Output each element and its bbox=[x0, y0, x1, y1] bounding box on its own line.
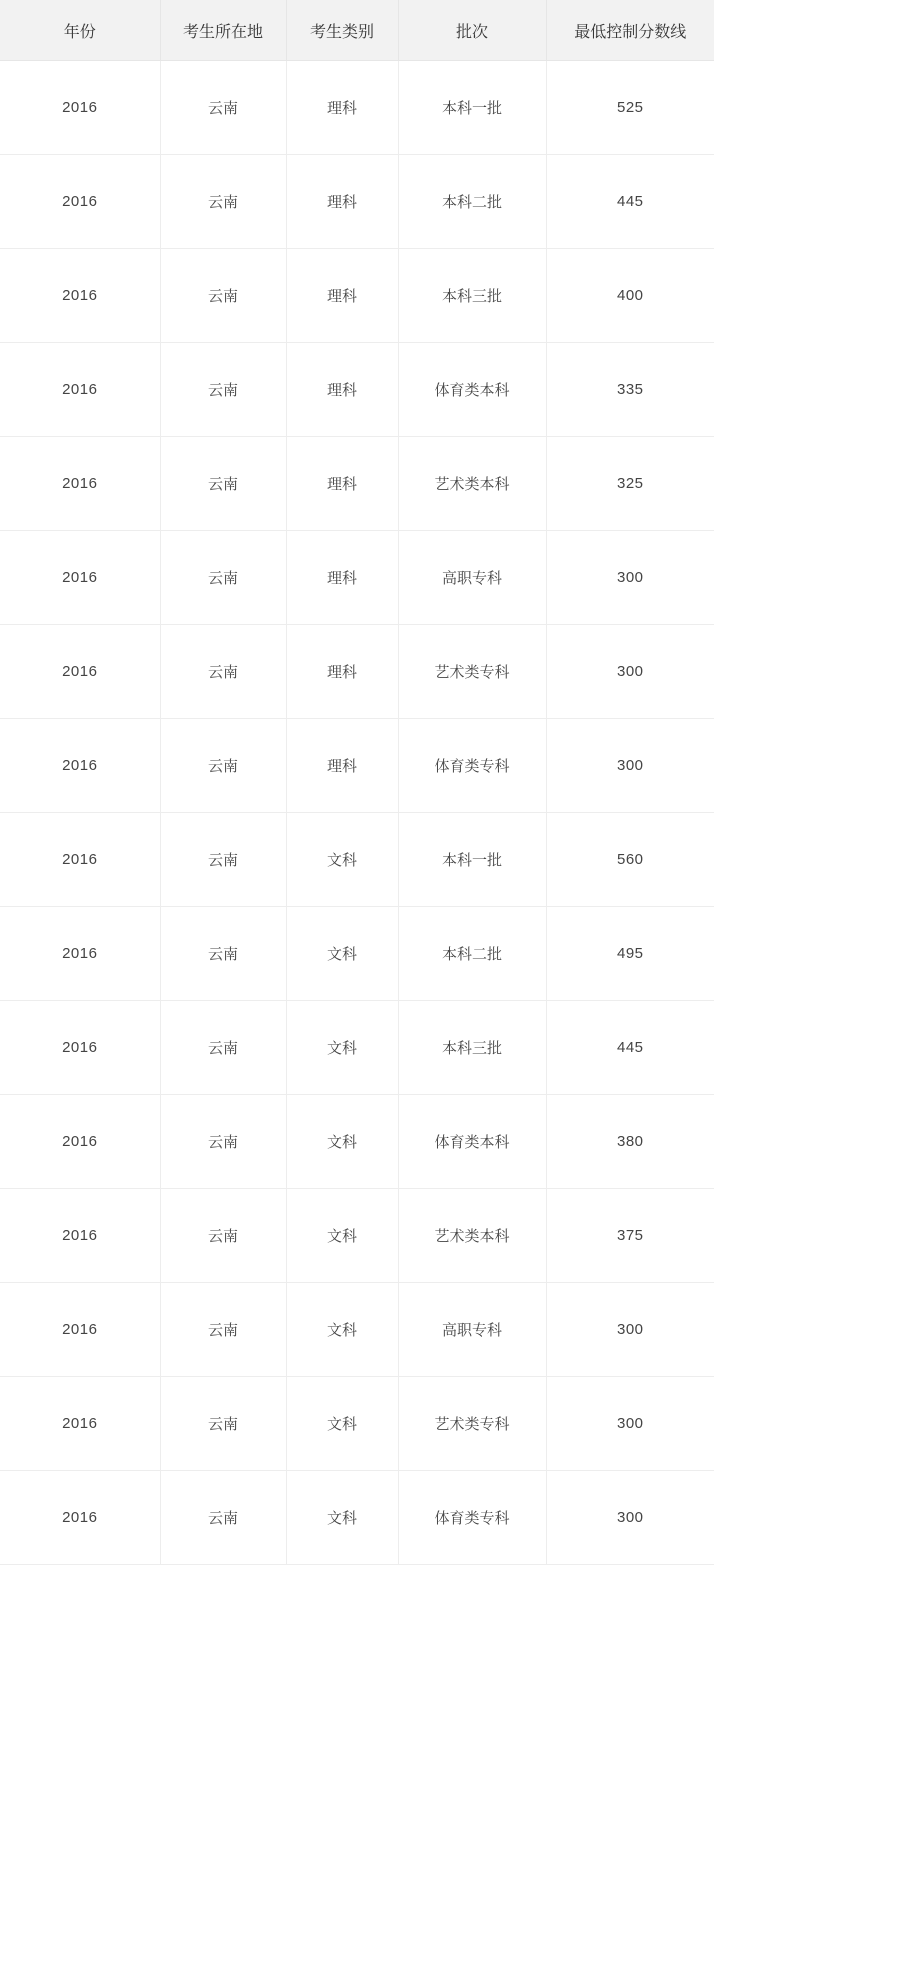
cell-year: 2016 bbox=[0, 719, 160, 813]
cell-region: 云南 bbox=[160, 249, 286, 343]
cell-region: 云南 bbox=[160, 1095, 286, 1189]
cell-score: 335 bbox=[546, 343, 714, 437]
table-row bbox=[0, 1283, 714, 1377]
cell-category: 文科 bbox=[286, 1377, 398, 1471]
cell-batch: 本科二批 bbox=[398, 155, 546, 249]
cell-year: 2016 bbox=[0, 437, 160, 531]
cell-year: 2016 bbox=[0, 907, 160, 1001]
cell-score: 525 bbox=[546, 61, 714, 155]
cell-batch: 艺术类本科 bbox=[398, 437, 546, 531]
cell-region: 云南 bbox=[160, 437, 286, 531]
cell-region: 云南 bbox=[160, 531, 286, 625]
cell-category: 文科 bbox=[286, 1189, 398, 1283]
table-body bbox=[0, 61, 714, 1565]
cell-category: 理科 bbox=[286, 531, 398, 625]
cell-score: 300 bbox=[546, 1471, 714, 1565]
cell-year: 2016 bbox=[0, 61, 160, 155]
cell-category: 文科 bbox=[286, 813, 398, 907]
cell-score: 400 bbox=[546, 249, 714, 343]
table-row bbox=[0, 1377, 714, 1471]
cell-score: 495 bbox=[546, 907, 714, 1001]
table-header bbox=[0, 0, 714, 61]
cell-score: 325 bbox=[546, 437, 714, 531]
cell-batch: 体育类专科 bbox=[398, 719, 546, 813]
table-row bbox=[0, 1001, 714, 1095]
column-header-category: 考生类别 bbox=[286, 0, 398, 61]
column-header-year: 年份 bbox=[0, 0, 160, 61]
cell-category: 理科 bbox=[286, 61, 398, 155]
cell-batch: 艺术类专科 bbox=[398, 625, 546, 719]
cell-category: 理科 bbox=[286, 437, 398, 531]
cell-year: 2016 bbox=[0, 1283, 160, 1377]
cell-year: 2016 bbox=[0, 531, 160, 625]
table-row bbox=[0, 343, 714, 437]
cell-region: 云南 bbox=[160, 719, 286, 813]
cell-category: 理科 bbox=[286, 625, 398, 719]
cell-region: 云南 bbox=[160, 1189, 286, 1283]
cell-category: 文科 bbox=[286, 907, 398, 1001]
cell-category: 文科 bbox=[286, 1471, 398, 1565]
cell-category: 理科 bbox=[286, 249, 398, 343]
cell-batch: 本科二批 bbox=[398, 907, 546, 1001]
cell-year: 2016 bbox=[0, 155, 160, 249]
table-row bbox=[0, 1095, 714, 1189]
cell-score: 560 bbox=[546, 813, 714, 907]
cell-batch: 艺术类专科 bbox=[398, 1377, 546, 1471]
cell-score: 445 bbox=[546, 155, 714, 249]
cell-category: 理科 bbox=[286, 155, 398, 249]
cell-batch: 体育类本科 bbox=[398, 1095, 546, 1189]
cell-year: 2016 bbox=[0, 249, 160, 343]
cell-score: 445 bbox=[546, 1001, 714, 1095]
cell-score: 300 bbox=[546, 1377, 714, 1471]
cell-region: 云南 bbox=[160, 625, 286, 719]
cell-region: 云南 bbox=[160, 1283, 286, 1377]
column-header-region: 考生所在地 bbox=[160, 0, 286, 61]
table-row bbox=[0, 155, 714, 249]
cell-region: 云南 bbox=[160, 907, 286, 1001]
cell-region: 云南 bbox=[160, 1471, 286, 1565]
column-header-score: 最低控制分数线 bbox=[546, 0, 714, 61]
cell-category: 文科 bbox=[286, 1095, 398, 1189]
cell-batch: 本科三批 bbox=[398, 249, 546, 343]
cell-year: 2016 bbox=[0, 343, 160, 437]
cell-batch: 艺术类本科 bbox=[398, 1189, 546, 1283]
cell-category: 文科 bbox=[286, 1001, 398, 1095]
cell-year: 2016 bbox=[0, 813, 160, 907]
cell-score: 300 bbox=[546, 1283, 714, 1377]
cell-score: 380 bbox=[546, 1095, 714, 1189]
cell-category: 文科 bbox=[286, 1283, 398, 1377]
table-row bbox=[0, 813, 714, 907]
cell-category: 理科 bbox=[286, 343, 398, 437]
cell-category: 理科 bbox=[286, 719, 398, 813]
table-row bbox=[0, 1471, 714, 1565]
table-header-row bbox=[0, 0, 714, 61]
table-row bbox=[0, 437, 714, 531]
cell-score: 300 bbox=[546, 719, 714, 813]
cell-score: 300 bbox=[546, 625, 714, 719]
cell-year: 2016 bbox=[0, 1001, 160, 1095]
column-header-batch: 批次 bbox=[398, 0, 546, 61]
cell-score: 300 bbox=[546, 531, 714, 625]
cell-year: 2016 bbox=[0, 1377, 160, 1471]
cell-batch: 高职专科 bbox=[398, 531, 546, 625]
table-row bbox=[0, 249, 714, 343]
cell-year: 2016 bbox=[0, 1189, 160, 1283]
cell-year: 2016 bbox=[0, 1471, 160, 1565]
cell-batch: 本科一批 bbox=[398, 61, 546, 155]
cell-batch: 本科一批 bbox=[398, 813, 546, 907]
cell-score: 375 bbox=[546, 1189, 714, 1283]
table-row bbox=[0, 719, 714, 813]
cell-region: 云南 bbox=[160, 61, 286, 155]
cell-batch: 高职专科 bbox=[398, 1283, 546, 1377]
cell-year: 2016 bbox=[0, 1095, 160, 1189]
cell-year: 2016 bbox=[0, 625, 160, 719]
table-row bbox=[0, 625, 714, 719]
cell-region: 云南 bbox=[160, 343, 286, 437]
cell-region: 云南 bbox=[160, 1377, 286, 1471]
cell-region: 云南 bbox=[160, 813, 286, 907]
cell-region: 云南 bbox=[160, 1001, 286, 1095]
cell-batch: 本科三批 bbox=[398, 1001, 546, 1095]
cell-batch: 体育类本科 bbox=[398, 343, 546, 437]
cell-batch: 体育类专科 bbox=[398, 1471, 546, 1565]
table-row bbox=[0, 1189, 714, 1283]
table-row bbox=[0, 907, 714, 1001]
table-row bbox=[0, 531, 714, 625]
table-row bbox=[0, 61, 714, 155]
cell-region: 云南 bbox=[160, 155, 286, 249]
